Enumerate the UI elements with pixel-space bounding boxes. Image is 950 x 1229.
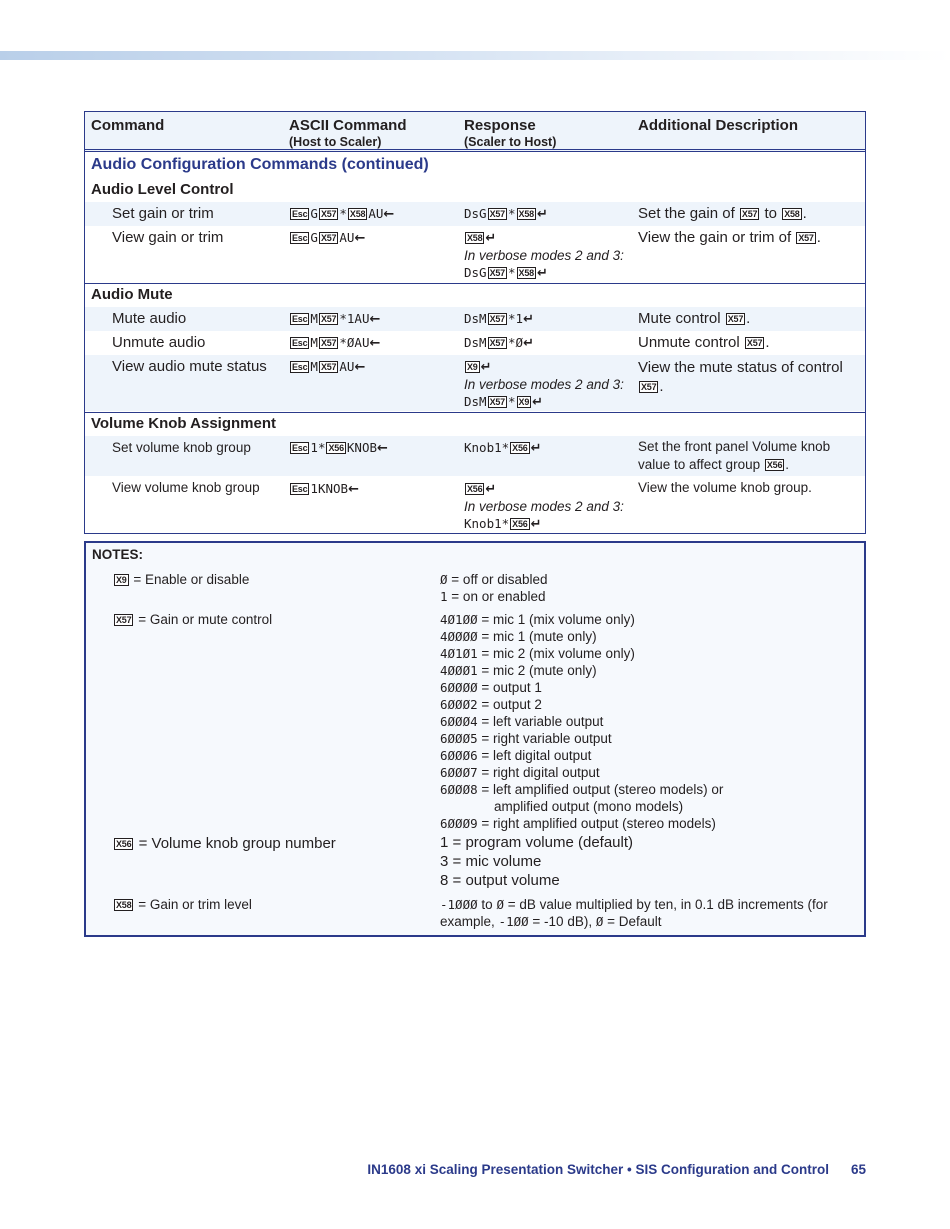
ascii-part: M	[310, 359, 318, 374]
note-x56-label	[113, 834, 336, 853]
group-audio-level: Audio Level Control	[91, 181, 234, 198]
x58-variable: X58	[116, 900, 132, 910]
resp-part: DsG	[464, 265, 487, 280]
header-response-sub: (Scaler to Host)	[464, 135, 557, 149]
x57-variable: X57	[489, 314, 505, 324]
asterisk: *	[501, 440, 510, 455]
response-set-knob	[464, 440, 542, 456]
x57-variable: X57	[798, 233, 814, 243]
note-x9-label	[113, 572, 249, 589]
desc-text: Unmute control	[638, 334, 740, 351]
note-text: = left variable output	[481, 714, 604, 729]
asterisk: *	[339, 206, 347, 221]
note-code: 6ØØØØ	[440, 680, 478, 695]
desc-set-gain: Set the gain of X57 to X58 .	[638, 205, 807, 222]
note-code: Ø	[595, 914, 604, 929]
enter-icon: ↵	[530, 441, 542, 456]
x9-variable: X9	[116, 575, 127, 585]
enter-icon: ↵	[536, 266, 548, 281]
ascii-part: AU	[368, 206, 384, 221]
note-text: = Enable or disable	[133, 572, 250, 587]
note-text: = output 1	[481, 680, 542, 695]
page-footer	[0, 1162, 866, 1177]
row-divider	[85, 412, 865, 413]
note-code: 1	[440, 589, 448, 604]
note-text: amplified output (mono models)	[494, 799, 684, 814]
note-x57-values	[440, 611, 723, 832]
x58-variable: X58	[784, 209, 800, 219]
ascii-part: 1KNOB	[310, 481, 349, 496]
note-code: 6ØØØ8	[440, 782, 478, 797]
ascii-unmute	[289, 335, 380, 351]
note-code: 8	[440, 872, 449, 889]
note-text: = mic 1 (mix volume only)	[481, 612, 635, 627]
table-row	[85, 436, 865, 476]
header-response: Response	[464, 117, 536, 134]
x57-variable: X57	[489, 397, 505, 407]
x57-variable: X57	[727, 314, 744, 324]
ascii-part: G	[310, 230, 318, 245]
note-text: = Gain or mute control	[138, 612, 273, 627]
x57-variable: X57	[116, 615, 132, 625]
enter-icon: ↵	[480, 360, 492, 375]
notes-title: NOTES:	[92, 547, 144, 562]
note-code: 6ØØØ6	[440, 748, 478, 763]
ascii-mute	[289, 311, 380, 327]
note-code: 6ØØØ5	[440, 731, 478, 746]
desc-mute: Mute control X57 .	[638, 310, 751, 327]
ascii-part: AU	[339, 359, 355, 374]
note-text: = output volume	[452, 872, 560, 889]
x56-variable: X56	[766, 460, 783, 470]
x57-variable: X57	[489, 338, 505, 348]
x57-variable: X57	[641, 382, 657, 392]
left-arrow-icon: ←	[377, 441, 388, 456]
asterisk: *	[317, 440, 326, 455]
note-text: = Default	[607, 914, 662, 929]
response-view-gain	[464, 229, 624, 282]
esc-key-icon: Esc	[292, 362, 308, 372]
note-text: = right amplified output (stereo models)	[481, 816, 716, 831]
note-text: = output 2	[481, 697, 542, 712]
note-text: = Volume knob group number	[138, 835, 336, 852]
note-code: 6ØØØ2	[440, 697, 478, 712]
cmd-set-knob: Set volume knob group	[112, 440, 251, 455]
ascii-part: M	[310, 335, 318, 350]
x9-variable: X9	[467, 362, 478, 372]
desc-text: View the mute status of control	[638, 359, 843, 376]
note-text: = right digital output	[481, 765, 600, 780]
asterisk: *	[508, 311, 516, 326]
x57-variable: X57	[320, 314, 337, 324]
table-row	[85, 307, 865, 331]
resp-part: DsG	[464, 206, 487, 221]
ascii-part: 1AU	[346, 311, 370, 326]
enter-icon: ↵	[485, 231, 497, 246]
resp-part: DsM	[464, 335, 487, 350]
resp-part: DsM	[464, 394, 487, 409]
resp-part: Ø	[515, 335, 524, 350]
asterisk: *	[508, 206, 516, 221]
ascii-view-gain	[289, 230, 365, 246]
resp-part: Knob1	[464, 516, 502, 531]
note-text: = left amplified output (stereo models) or	[481, 782, 724, 797]
desc-view-knob: View the volume knob group.	[638, 480, 812, 495]
table-row	[85, 477, 865, 533]
verbose-label: In verbose modes 2 and 3:	[464, 377, 624, 392]
verbose-label: In verbose modes 2 and 3:	[464, 499, 624, 514]
desc-set-knob: Set the front panel Volume knob value to affect group X56 .	[638, 439, 831, 472]
x57-variable: X57	[320, 209, 337, 219]
note-code: 4Ø1ØØ	[440, 612, 478, 627]
table-row	[85, 331, 865, 355]
desc-text: Set the gain of	[638, 205, 735, 222]
ascii-part: M	[310, 311, 318, 326]
ascii-part: KNOB	[346, 440, 378, 455]
left-arrow-icon: ←	[383, 207, 395, 222]
x58-variable: X58	[349, 209, 366, 219]
header-description: Additional Description	[638, 117, 799, 134]
desc-unmute: Unmute control X57 .	[638, 334, 770, 351]
note-code: -1ØØ	[498, 914, 529, 929]
response-unmute	[464, 335, 534, 351]
x56-variable: X56	[328, 443, 344, 453]
left-arrow-icon: ←	[354, 360, 366, 375]
table-row	[85, 226, 865, 282]
x57-variable: X57	[320, 233, 337, 243]
table-row	[85, 202, 865, 226]
group-volume-knob: Volume Knob Assignment	[91, 415, 277, 432]
section-title: Audio Configuration Commands (continued)	[91, 156, 429, 173]
note-x58-values	[440, 896, 855, 930]
note-text: = mic 1 (mute only)	[481, 629, 597, 644]
asterisk: *	[508, 265, 516, 280]
esc-key-icon: Esc	[292, 338, 308, 348]
note-code: 6ØØØ7	[440, 765, 478, 780]
enter-icon: ↵	[536, 207, 548, 222]
note-code: 1	[440, 834, 449, 851]
note-code: 4ØØØ1	[440, 663, 478, 678]
esc-key-icon: Esc	[292, 233, 308, 243]
asterisk: *	[508, 335, 516, 350]
desc-text: to	[764, 205, 778, 222]
note-code: 4ØØØØ	[440, 629, 478, 644]
asterisk: *	[501, 516, 510, 531]
enter-icon: ↵	[485, 482, 497, 497]
note-text: example,	[440, 914, 495, 929]
left-arrow-icon: ←	[369, 312, 381, 327]
desc-text: Mute control	[638, 310, 721, 327]
header-command: Command	[91, 117, 165, 134]
note-x56-values	[440, 833, 633, 890]
note-code: 4Ø1Ø1	[440, 646, 478, 661]
esc-key-icon: Esc	[292, 209, 308, 219]
note-text: = mic volume	[452, 853, 542, 870]
header-ascii: ASCII Command	[289, 117, 407, 134]
row-divider	[85, 283, 865, 284]
cmd-mute: Mute audio	[112, 310, 187, 327]
ascii-view-mute	[289, 359, 365, 375]
x57-variable: X57	[741, 209, 758, 219]
desc-text: View the gain or trim of	[638, 229, 792, 246]
resp-part: 1	[515, 311, 524, 326]
x57-variable: X57	[489, 209, 505, 219]
ascii-part: ØAU	[346, 335, 370, 350]
ascii-part: AU	[339, 230, 355, 245]
x56-variable: X56	[512, 519, 528, 529]
cmd-view-knob: View volume knob group	[112, 480, 260, 495]
response-mute	[464, 311, 534, 327]
enter-icon: ↵	[523, 312, 534, 327]
note-text: = program volume (default)	[452, 834, 634, 851]
note-code: 3	[440, 853, 449, 870]
note-text: to	[481, 897, 493, 912]
note-text: = dB value multiplied by ten, in 0.1 dB increments (for	[507, 897, 828, 912]
cmd-view-mute: View audio mute status	[112, 358, 267, 375]
response-set-gain	[464, 206, 548, 222]
x58-variable: X58	[518, 268, 534, 278]
note-text: = mic 2 (mix volume only)	[481, 646, 635, 661]
left-arrow-icon: ←	[369, 336, 381, 351]
enter-icon: ↵	[532, 395, 544, 410]
cmd-unmute: Unmute audio	[112, 334, 206, 351]
x56-variable: X56	[116, 839, 132, 849]
left-arrow-icon: ←	[354, 231, 366, 246]
ascii-part: 1	[310, 440, 318, 455]
esc-key-icon: Esc	[292, 443, 308, 453]
desc-text: Set the front panel Volume knob value to affect group	[638, 439, 831, 472]
note-x58-label	[113, 897, 252, 914]
notes-box	[84, 541, 866, 937]
note-text: = off or disabled	[451, 572, 548, 587]
top-accent-bar	[0, 51, 950, 60]
x57-variable: X57	[320, 338, 337, 348]
group-audio-mute: Audio Mute	[91, 286, 173, 303]
esc-key-icon: Esc	[292, 314, 308, 324]
resp-part: DsM	[464, 311, 487, 326]
ascii-set-gain	[289, 206, 394, 222]
note-code: 6ØØØ4	[440, 714, 478, 729]
cmd-set-gain: Set gain or trim	[112, 205, 214, 222]
note-text: = -10 dB),	[532, 914, 593, 929]
note-code: -1ØØØ	[440, 897, 478, 912]
verbose-label: In verbose modes 2 and 3:	[464, 248, 624, 263]
x58-variable: X58	[467, 233, 483, 243]
left-arrow-icon: ←	[348, 482, 359, 497]
table-row	[85, 355, 865, 411]
asterisk: *	[339, 335, 347, 350]
response-view-knob	[464, 480, 624, 533]
note-text: = on or enabled	[451, 589, 546, 604]
enter-icon: ↵	[530, 517, 542, 532]
table-header	[85, 112, 865, 152]
note-code: Ø	[496, 897, 504, 912]
note-x57-label	[113, 612, 272, 629]
note-x9-values	[440, 571, 548, 605]
desc-view-mute: View the mute status of control X57 .	[638, 359, 843, 395]
desc-view-gain: View the gain or trim of X57 .	[638, 229, 821, 246]
ascii-view-knob	[289, 481, 359, 497]
note-text: = left digital output	[481, 748, 592, 763]
cmd-view-gain: View gain or trim	[112, 229, 224, 246]
footer-title: IN1608 xi Scaling Presentation Switcher • SIS Configuration and Control	[367, 1162, 829, 1177]
x57-variable: X57	[489, 268, 505, 278]
esc-key-icon: Esc	[292, 484, 308, 494]
asterisk: *	[339, 311, 347, 326]
x57-variable: X57	[746, 338, 763, 348]
ascii-set-knob	[289, 440, 388, 456]
note-code: 6ØØØ9	[440, 816, 478, 831]
note-code: Ø	[440, 572, 448, 587]
note-text: = mic 2 (mute only)	[481, 663, 597, 678]
response-view-mute	[464, 358, 624, 411]
note-text: = right variable output	[481, 731, 612, 746]
x56-variable: X56	[467, 484, 483, 494]
x9-variable: X9	[518, 397, 530, 407]
header-ascii-sub: (Host to Scaler)	[289, 135, 382, 149]
ascii-part: G	[310, 206, 318, 221]
x58-variable: X58	[518, 209, 534, 219]
asterisk: *	[508, 394, 516, 409]
page-number: 65	[850, 1162, 866, 1177]
x56-variable: X56	[512, 443, 528, 453]
note-text: = Gain or trim level	[138, 897, 252, 912]
enter-icon: ↵	[523, 336, 534, 351]
command-table	[84, 111, 866, 534]
x57-variable: X57	[320, 362, 337, 372]
resp-part: Knob1	[464, 440, 502, 455]
